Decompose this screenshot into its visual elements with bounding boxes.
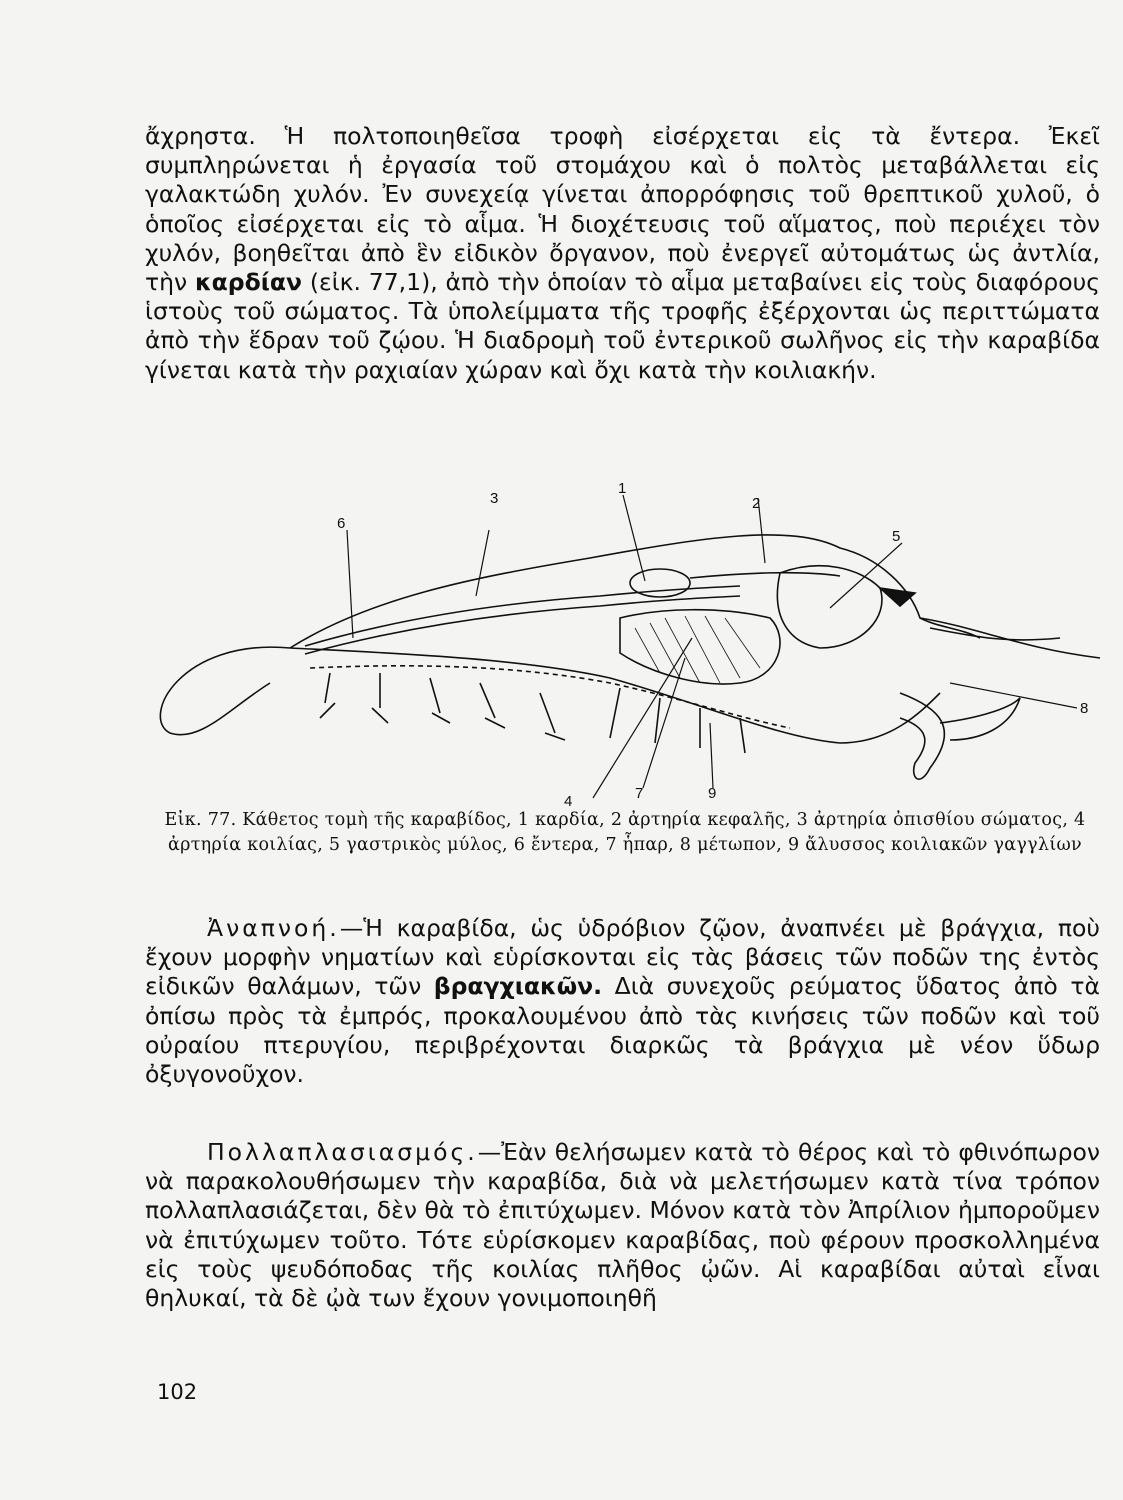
label-4: 4 [564, 793, 573, 808]
walking-leg [610, 688, 620, 738]
paragraph-text: ἄχρηστα. Ἡ πολτοποιηθεῖσα τροφὴ εἰσέρχεται εἰς τὰ ἔντερα. Ἐκεῖ συμπληρώνεται ἡ ἐργασία τοῦ στομάχου καὶ ὁ πολτὸς μεταβάλλεται εἰς γαλακτώδη χυλόν. Ἐν συνεχείᾳ γίνεται ἀπορρόφησις τοῦ θρεπτικοῦ χυλοῦ, ὁ ὁποῖος εἰσέρχεται εἰς τὸ αἷμα. Ἡ διοχέτευσις τοῦ αἵματος, ποὺ περιέχει τὸν χυλόν, βοηθεῖται ἀπὸ ἓν εἰδικὸν ὄργανον, ποὺ ἐνεργεῖ αὐτομάτως ὡς ἀντλία, τὴν [145, 122, 1100, 297]
term-heart: καρδίαν [194, 268, 303, 297]
crayfish-diagram [140, 478, 1115, 808]
paragraph-text: —Ἐὰν θελήσωμεν κατὰ τὸ θέρος καὶ τὸ φθινόπωρον νὰ παρακολουθήσωμεν τὴν καραβίδα, διὰ νὰ μελετήσωμεν κατὰ τίνα τρόπον πολλαπλασιάζεται, δὲν θὰ τὸ ἐπιτύχωμεν. Μόνον κατὰ τὸν Ἀπρίλιον ἠμποροῦμεν νὰ ἐπιτύχωμεν τοῦτο. Τότε εὑρίσκομεν καραβίδας, ποὺ φέρουν προσκολλημένα εἰς τοὺς ψευδόποδας τῆς κοιλίας πλῆθος ᾠῶν. Αἱ καραβίδαι αὐταὶ εἶναι θηλυκαί, τὰ δὲ ᾠὰ των ἔχουν γονιμοποιηθῆ [145, 1138, 1100, 1313]
tail-fan-outline [160, 647, 290, 735]
heading-reproduction: Πολλαπλασιασμός. [207, 1138, 478, 1166]
label-1: 1 [618, 480, 627, 497]
paragraph-text-end: (εἰκ. 77,1), ἀπὸ τὴν ὁποίαν τὸ αἷμα μεταβαίνει εἰς τοὺς διαφόρους ἱστοὺς τοῦ σώματος. Τὰ ὑπολείμματα τῆς τροφῆς ἐξέρχονται ὡς περιττώματα ἀπὸ τὴν ἕδραν τοῦ ζῴου. Ἡ διαδρομὴ τοῦ ἐντερικοῦ σωλῆνος εἰς τὴν καραβίδα γίνεται κατὰ τὴν ραχιαίαν χώραν καὶ ὄχι κατὰ τὴν κοιλιακήν. [145, 268, 1100, 384]
label-2: 2 [752, 495, 761, 512]
gastric-mill-shape [777, 566, 882, 648]
paragraph-respiration [145, 914, 1100, 1089]
label-5: 5 [892, 528, 901, 545]
label-8: 8 [1080, 700, 1089, 717]
crayfish-section-figure [140, 478, 1115, 808]
eye-mark [880, 588, 915, 606]
paragraph-reproduction [145, 1138, 1100, 1313]
antenna-2 [930, 628, 1060, 640]
head-artery [690, 573, 840, 578]
label-6: 6 [337, 515, 346, 532]
paragraph-text: —Ἡ καραβίδα, ὡς ὑδρόβιον ζῷον, ἀναπνέει μὲ βράγχια, ποὺ ἔχουν μορφὴν νηματίων καὶ εὑρίσκονται εἰς τὰς βάσεις τῶν ποδῶν της ἐντὸς εἰδικῶν θαλάμων, τῶν [145, 914, 1100, 1001]
heart-shape [630, 569, 690, 597]
swimmerets [320, 673, 565, 740]
figure-caption: Εἰκ. 77. Κάθετος τομὴ τῆς καραβίδος, 1 καρδία, 2 ἀρτηρία κεφαλῆς, 3 ἀρτηρία ὀπισθίου σώματος, 4 ἀρτηρία κοιλίας, 5 γαστρικὸς μύλος, 6 ἔντερα, 7 ἧπαρ, 8 μέτωπον, 9 ἄλυσσος κοιλιακῶν γαγγλίων [164, 810, 1086, 855]
paragraph-digestion [145, 122, 1100, 385]
page-number: 102 [157, 1380, 198, 1404]
label-7: 7 [635, 785, 644, 802]
heading-respiration: Ἀναπνοή. [207, 914, 340, 942]
paragraph-text-end: Διὰ συνεχοῦς ρεύματος ὕδατος ἀπὸ τὰ ὀπίσω πρὸς τὰ ἐμπρός, προκαλουμένου ἀπὸ τὰς κινήσεις τῶν ποδῶν καὶ τοῦ οὐραίου πτερυγίου, περιβρέχονται διαρκῶς τὰ βράγχια μὲ νέον ὕδωρ ὀξυγονοῦχον. [145, 972, 1100, 1089]
liver-shape [620, 610, 780, 684]
claw-outline [900, 693, 944, 779]
label-9: 9 [708, 785, 717, 802]
label-3: 3 [490, 490, 499, 507]
term-gill-chambers: βραγχιακῶν. [433, 972, 603, 1001]
antenna-1 [920, 618, 1100, 658]
body-ventral-outline [290, 648, 940, 743]
